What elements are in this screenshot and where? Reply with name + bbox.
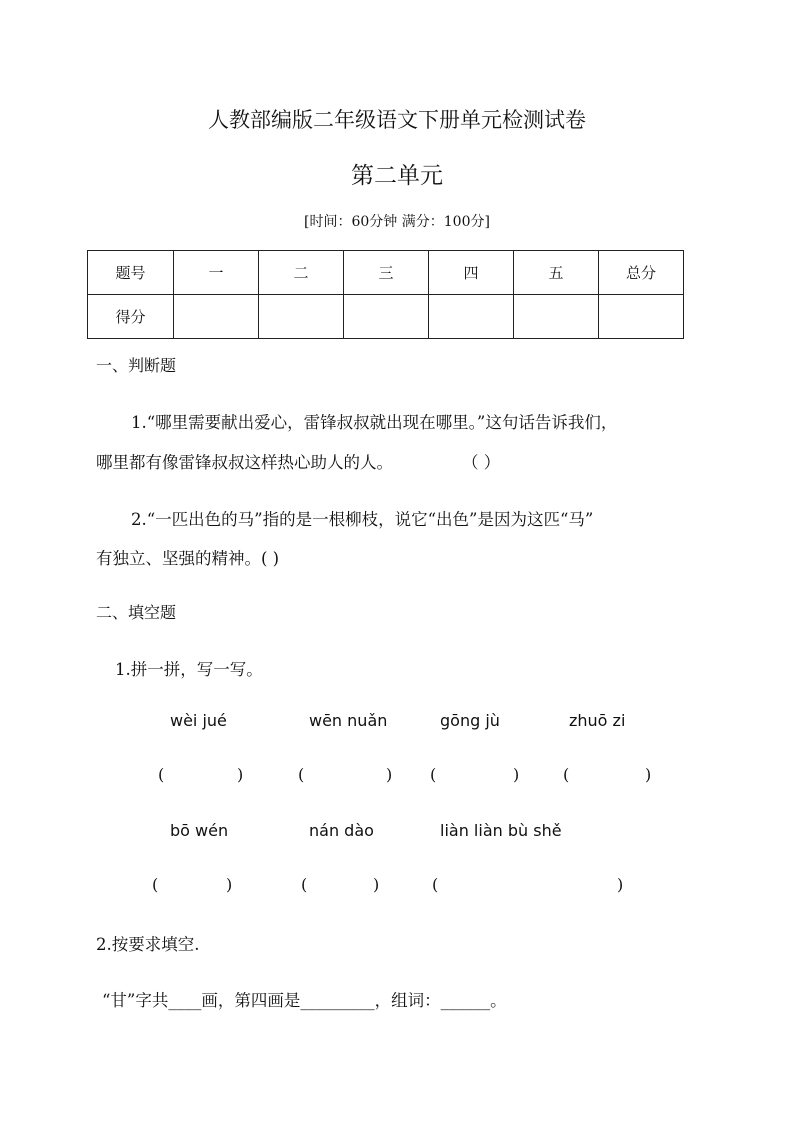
s2-q1-title: 1.拼一拼，写一写。 xyxy=(115,660,263,679)
score-table-cell: 四 xyxy=(429,251,514,295)
unit-title: 第二单元 xyxy=(351,163,443,189)
s1-q2-line1: 2.“一匹出色的马”指的是一根柳枝，说它“出色”是因为这匹“马” xyxy=(131,510,594,529)
score-table-cell: 一 xyxy=(174,251,259,295)
section-1-title: 一、判断题 xyxy=(96,356,177,375)
paren-open: ( xyxy=(430,765,437,784)
s2-q2-line[interactable]: “甘”字共____画，第四画是_________，组词：______。 xyxy=(102,991,507,1010)
score-table-cell: 五 xyxy=(514,251,599,295)
score-table-cell: 总分 xyxy=(599,251,684,295)
pinyin-item: liàn liàn bù shě xyxy=(440,821,562,840)
paren-close: ) xyxy=(617,875,624,894)
pinyin-item: nán dào xyxy=(309,821,374,840)
score-input-cell[interactable] xyxy=(344,295,429,339)
score-input-cell[interactable] xyxy=(259,295,344,339)
exam-info: [时间：60分钟 满分：100分] xyxy=(304,214,490,230)
paren-open: ( xyxy=(152,875,159,894)
score-table-header-row xyxy=(88,251,684,295)
paren-open: ( xyxy=(563,765,570,784)
pinyin-item: zhuō zi xyxy=(569,711,626,730)
s1-q2-line2: 有独立、坚强的精神。( ) xyxy=(96,549,280,568)
pinyin-item: wēn nuǎn xyxy=(309,711,388,730)
paren-close: ) xyxy=(386,765,393,784)
pinyin-item: gōng jù xyxy=(440,711,500,730)
score-input-cell[interactable] xyxy=(429,295,514,339)
paren-close: ) xyxy=(513,765,520,784)
paren-close: ) xyxy=(237,765,244,784)
score-input-cell[interactable] xyxy=(599,295,684,339)
score-table-cell: 题号 xyxy=(88,251,174,295)
paren-close: ) xyxy=(373,875,380,894)
paren-open: ( xyxy=(301,875,308,894)
s1-q1-answer-blank[interactable]: （ ） xyxy=(462,453,501,472)
paren-close: ) xyxy=(645,765,652,784)
s1-q1-line2: 哪里都有像雷锋叔叔这样热心助人的人。 xyxy=(96,453,393,472)
score-table xyxy=(87,250,684,339)
score-input-cell[interactable] xyxy=(174,295,259,339)
paren-open: ( xyxy=(158,765,165,784)
document-title: 人教部编版二年级语文下册单元检测试卷 xyxy=(208,108,586,132)
score-table-score-row xyxy=(88,295,684,339)
paren-open: ( xyxy=(298,765,305,784)
s2-q2-title: 2.按要求填空. xyxy=(96,935,200,954)
section-2-title: 二、填空题 xyxy=(96,603,177,622)
s1-q1-line1: 1.“哪里需要献出爱心，雷锋叔叔就出现在哪里。”这句话告诉我们， xyxy=(131,413,618,432)
score-table-cell: 三 xyxy=(344,251,429,295)
paren-open: ( xyxy=(432,875,439,894)
pinyin-item: wèi jué xyxy=(170,711,227,730)
score-row-label: 得分 xyxy=(88,295,174,339)
score-table-cell: 二 xyxy=(259,251,344,295)
score-input-cell[interactable] xyxy=(514,295,599,339)
pinyin-item: bō wén xyxy=(170,821,229,840)
paren-close: ) xyxy=(226,875,233,894)
